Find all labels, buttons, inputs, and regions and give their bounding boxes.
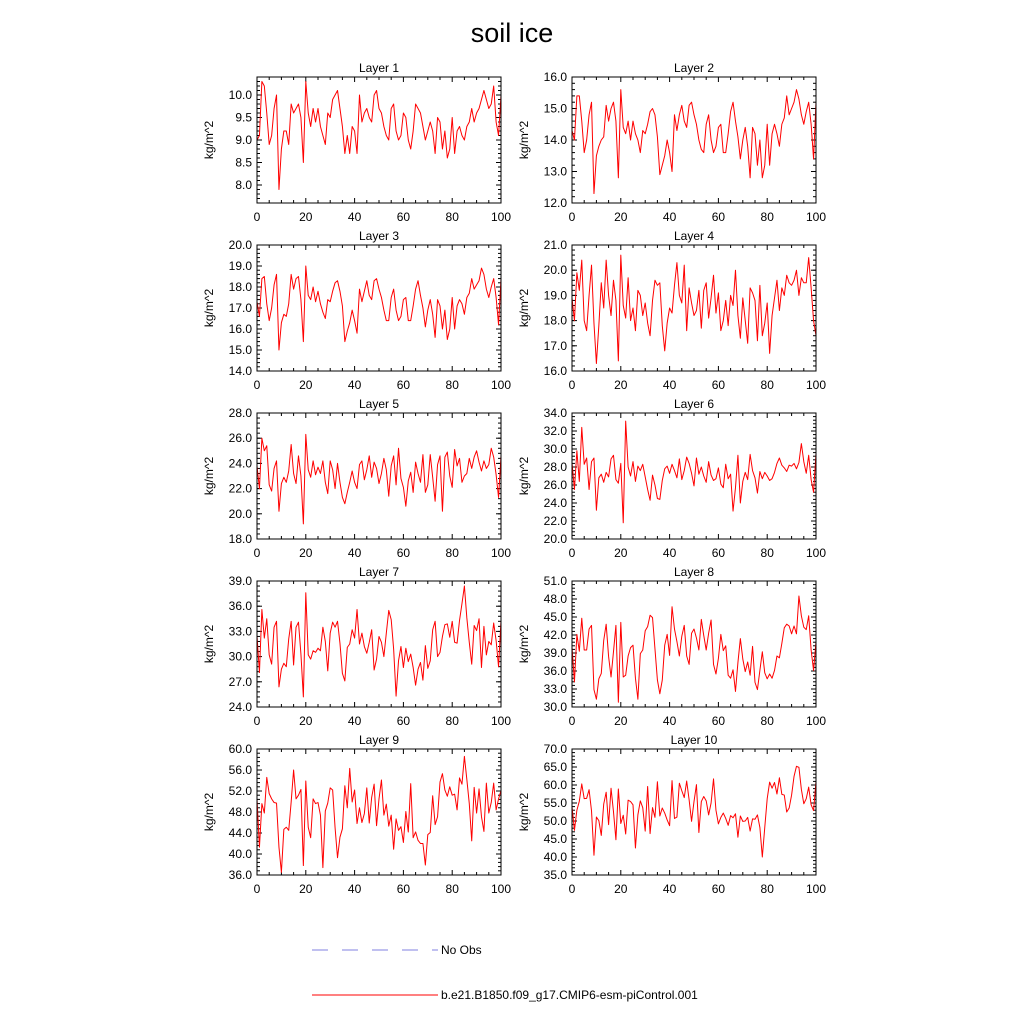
y-tick-label: 70.0 <box>543 742 567 756</box>
panel-title: Layer 2 <box>673 61 715 75</box>
y-tick-label: 28.0 <box>228 406 252 420</box>
y-tick-label: 55.0 <box>543 796 567 810</box>
y-tick-label: 15.0 <box>228 343 252 357</box>
y-tick-label: 30.0 <box>543 442 567 456</box>
y-tick-label: 44.0 <box>228 826 252 840</box>
panel-title: Layer 3 <box>358 229 400 243</box>
y-tick-label: 8.0 <box>235 178 252 192</box>
x-tick-label: 80 <box>760 882 774 896</box>
y-tick-label: 15.0 <box>543 101 567 116</box>
y-tick-label: 33.0 <box>543 682 567 696</box>
y-tick-label: 28.0 <box>543 460 567 474</box>
x-tick-label: 20 <box>614 714 628 728</box>
x-tick-label: 60 <box>711 378 726 392</box>
y-axis-label: kg/m^2 <box>202 624 216 664</box>
y-tick-label: 42.0 <box>543 628 567 642</box>
x-tick-label: 80 <box>445 378 459 392</box>
x-tick-label: 100 <box>490 210 512 224</box>
y-tick-label: 14.0 <box>228 364 252 378</box>
y-tick-label: 56.0 <box>228 763 252 777</box>
panel-title: Layer 5 <box>358 397 400 411</box>
x-tick-label: 80 <box>445 714 459 728</box>
x-tick-label: 80 <box>760 210 774 224</box>
x-tick-label: 40 <box>662 882 677 896</box>
x-tick-label: 40 <box>347 378 362 392</box>
x-tick-label: 40 <box>347 210 362 224</box>
x-tick-label: 60 <box>711 882 726 896</box>
x-tick-label: 20 <box>614 882 628 896</box>
y-tick-label: 33.0 <box>228 624 252 639</box>
panel-title: Layer 4 <box>673 229 715 243</box>
y-tick-label: 32.0 <box>543 424 567 438</box>
x-tick-label: 60 <box>711 714 726 728</box>
y-tick-label: 9.5 <box>235 110 252 125</box>
x-tick-label: 40 <box>662 210 677 224</box>
x-tick-label: 0 <box>568 210 576 224</box>
y-tick-label: 22.0 <box>543 514 567 528</box>
y-tick-label: 30.0 <box>543 700 567 714</box>
x-tick-label: 40 <box>347 546 362 560</box>
x-tick-label: 80 <box>445 210 459 224</box>
y-tick-label: 24.0 <box>228 456 252 471</box>
x-tick-label: 60 <box>711 210 726 224</box>
x-tick-label: 20 <box>299 882 313 896</box>
legend-label-model: b.e21.B1850.f09_g17.CMIP6-esm-piControl.001 <box>441 988 698 1002</box>
y-tick-label: 60.0 <box>228 742 252 756</box>
y-tick-label: 48.0 <box>228 805 252 819</box>
y-tick-label: 34.0 <box>543 406 567 420</box>
y-tick-label: 39.0 <box>228 574 252 588</box>
y-tick-label: 14.0 <box>543 133 567 147</box>
x-tick-label: 100 <box>490 882 512 896</box>
x-tick-label: 0 <box>568 546 576 560</box>
y-tick-label: 26.0 <box>228 431 252 446</box>
figure-title: soil ice <box>470 18 554 48</box>
y-tick-label: 12.0 <box>543 196 567 210</box>
y-tick-label: 17.0 <box>228 301 252 315</box>
y-axis-label: kg/m^2 <box>202 120 216 160</box>
y-tick-label: 17.0 <box>543 338 567 353</box>
y-tick-label: 35.0 <box>543 868 567 882</box>
x-tick-label: 40 <box>347 714 362 728</box>
x-tick-label: 0 <box>253 210 261 224</box>
panel-title: Layer 7 <box>358 565 400 579</box>
panel-title: Layer 10 <box>670 733 718 747</box>
x-tick-label: 0 <box>253 546 261 560</box>
panel-title: Layer 8 <box>673 565 715 579</box>
x-tick-label: 80 <box>760 714 774 728</box>
x-tick-label: 60 <box>711 546 726 560</box>
y-tick-label: 52.0 <box>228 784 252 798</box>
x-tick-label: 40 <box>662 378 677 392</box>
legend-label-no-obs: No Obs <box>441 943 482 957</box>
y-tick-label: 30.0 <box>228 649 252 664</box>
y-axis-label: kg/m^2 <box>517 624 531 664</box>
panel-title: Layer 9 <box>358 733 400 747</box>
x-tick-label: 40 <box>662 546 677 560</box>
x-tick-label: 0 <box>253 882 261 896</box>
y-tick-label: 48.0 <box>543 592 567 606</box>
y-tick-label: 45.0 <box>543 832 567 846</box>
y-tick-label: 16.0 <box>543 70 567 84</box>
x-tick-label: 100 <box>805 210 827 224</box>
x-tick-label: 60 <box>396 378 411 392</box>
y-tick-label: 26.0 <box>543 478 567 492</box>
y-tick-label: 20.0 <box>228 238 252 252</box>
y-tick-label: 8.5 <box>235 155 252 170</box>
x-tick-label: 80 <box>445 546 459 560</box>
y-tick-label: 21.0 <box>543 238 567 252</box>
y-tick-label: 60.0 <box>543 778 567 792</box>
x-tick-label: 100 <box>805 882 827 896</box>
x-tick-label: 40 <box>347 882 362 896</box>
y-axis-label: kg/m^2 <box>517 792 531 832</box>
x-tick-label: 20 <box>299 378 313 392</box>
y-tick-label: 20.0 <box>543 263 567 278</box>
panel-title: Layer 6 <box>673 397 715 411</box>
panel-title: Layer 1 <box>358 61 400 75</box>
y-tick-label: 20.0 <box>543 532 567 546</box>
y-axis-label: kg/m^2 <box>202 792 216 832</box>
y-tick-label: 9.0 <box>235 133 252 147</box>
y-tick-label: 20.0 <box>228 506 252 521</box>
x-tick-label: 60 <box>396 546 411 560</box>
y-tick-label: 13.0 <box>543 164 567 179</box>
y-tick-label: 36.0 <box>228 599 252 614</box>
y-tick-label: 40.0 <box>543 850 567 864</box>
y-tick-label: 10.0 <box>228 88 252 102</box>
x-tick-label: 0 <box>568 378 576 392</box>
x-tick-label: 20 <box>614 210 628 224</box>
y-tick-label: 45.0 <box>543 610 567 624</box>
y-tick-label: 16.0 <box>543 364 567 378</box>
x-tick-label: 100 <box>490 378 512 392</box>
x-tick-label: 80 <box>760 378 774 392</box>
y-tick-label: 19.0 <box>543 288 567 303</box>
y-axis-label: kg/m^2 <box>517 288 531 328</box>
y-tick-label: 24.0 <box>543 496 567 510</box>
y-tick-label: 39.0 <box>543 646 567 660</box>
x-tick-label: 60 <box>396 210 411 224</box>
x-tick-label: 20 <box>614 546 628 560</box>
y-tick-label: 18.0 <box>543 313 567 328</box>
y-tick-label: 36.0 <box>228 868 252 882</box>
x-tick-label: 80 <box>445 882 459 896</box>
x-tick-label: 20 <box>299 714 313 728</box>
x-tick-label: 100 <box>490 714 512 728</box>
y-tick-label: 65.0 <box>543 760 567 774</box>
y-tick-label: 18.0 <box>228 280 252 294</box>
y-tick-label: 18.0 <box>228 532 252 546</box>
x-tick-label: 0 <box>253 714 261 728</box>
y-tick-label: 16.0 <box>228 322 252 336</box>
x-tick-label: 0 <box>568 882 576 896</box>
y-axis-label: kg/m^2 <box>517 456 531 496</box>
y-axis-label: kg/m^2 <box>517 120 531 160</box>
y-tick-label: 40.0 <box>228 847 252 861</box>
x-tick-label: 60 <box>396 714 411 728</box>
y-tick-label: 24.0 <box>228 700 252 714</box>
x-tick-label: 100 <box>490 546 512 560</box>
x-tick-label: 60 <box>396 882 411 896</box>
y-axis-label: kg/m^2 <box>202 288 216 328</box>
y-tick-label: 19.0 <box>228 259 252 273</box>
x-tick-label: 80 <box>760 546 774 560</box>
x-tick-label: 100 <box>805 546 827 560</box>
y-tick-label: 51.0 <box>543 574 567 588</box>
x-tick-label: 20 <box>299 546 313 560</box>
y-tick-label: 36.0 <box>543 664 567 678</box>
x-tick-label: 0 <box>253 378 261 392</box>
x-tick-label: 40 <box>662 714 677 728</box>
y-axis-label: kg/m^2 <box>202 456 216 496</box>
y-tick-label: 50.0 <box>543 814 567 828</box>
y-tick-label: 22.0 <box>228 481 252 496</box>
x-tick-label: 0 <box>568 714 576 728</box>
x-tick-label: 100 <box>805 714 827 728</box>
x-tick-label: 20 <box>299 210 313 224</box>
y-tick-label: 27.0 <box>228 674 252 689</box>
x-tick-label: 20 <box>614 378 628 392</box>
x-tick-label: 100 <box>805 378 827 392</box>
